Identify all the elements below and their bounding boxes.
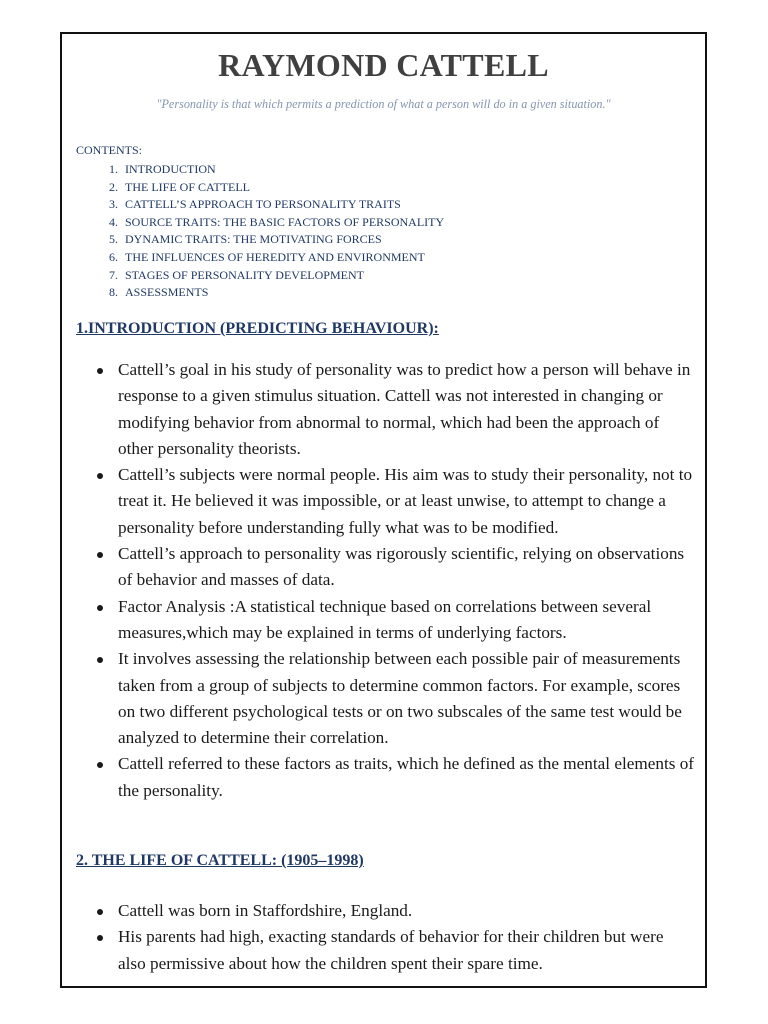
bullet-text: His parents had high, exacting standards of behavior for their children but were also permissive about how the children spent their spare time. (118, 927, 664, 973)
introduction-bullet-list (62, 357, 705, 804)
contents-item-number: 4. (109, 214, 118, 229)
bullet-text: Factor Analysis :A statistical technique based on correlations between several measures,which may be explained in terms of underlying factors. (118, 596, 652, 642)
bullet-text: Cattell’s approach to personality was rigorously scientific, relying on observations of behavior and masses of data. (118, 544, 685, 590)
contents-item-introduction (76, 161, 444, 179)
list-item (62, 751, 705, 804)
bullet-icon (97, 473, 103, 479)
contents-item-dynamic-traits (76, 231, 444, 249)
contents-item-label: ASSESSMENTS (125, 285, 209, 300)
contents-item-label: DYNAMIC TRAITS: THE MOTIVATING FORCES (125, 232, 382, 247)
contents-item-label: CATTELL’S APPROACH TO PERSONALITY TRAITS (125, 197, 401, 212)
contents-item-stages (76, 267, 444, 285)
list-item (62, 924, 705, 977)
contents-item-number: 3. (109, 197, 118, 212)
contents-item-number: 5. (109, 232, 118, 247)
contents-item-label: STAGES OF PERSONALITY DEVELOPMENT (125, 267, 364, 282)
contents-item-label: SOURCE TRAITS: THE BASIC FACTORS OF PERSONALITY (125, 214, 445, 229)
bullet-icon (97, 657, 103, 663)
document-title: RAYMOND CATTELL (218, 47, 549, 83)
list-item (62, 357, 705, 462)
epigraph-quote: "Personality is that which permits a prediction of what a person will do in a given situation." (156, 97, 611, 111)
contents-item-number: 1. (109, 162, 118, 176)
contents-item-life (76, 179, 444, 197)
contents-item-assessments (76, 284, 444, 302)
contents-item-approach (76, 196, 444, 214)
contents-item-label: THE INFLUENCES OF HEREDITY AND ENVIRONMENT (125, 249, 425, 264)
contents-item-source-traits (76, 214, 444, 232)
contents-item-label: THE LIFE OF CATTELL (125, 179, 250, 194)
contents-item-number: 7. (109, 267, 118, 282)
bullet-icon (97, 909, 103, 915)
bullet-icon (97, 935, 103, 941)
contents-item-number: 2. (109, 179, 118, 194)
bullet-icon (97, 552, 103, 558)
bullet-text: Cattell’s goal in his study of personality was to predict how a person will behave in response to a given stimulus situation. Cattell was not interested in changing or modifying behavior from abnormal to normal, which had been the approach of other personality theorists. (118, 360, 691, 458)
contents-heading: CONTENTS: (76, 143, 142, 157)
list-item (62, 898, 705, 924)
bullet-text: Cattell’s subjects were normal people. His aim was to study their personality, not to treat it. He believed it was impossible, or at least unwise, to attempt to change a personality before understanding fully what was to be modified. (118, 465, 693, 537)
bullet-text: It involves assessing the relationship between each possible pair of measurements taken from a group of subjects to determine common factors. For example, scores on two different psychological tests or on two subscales of the same test would be analyzed to determine their correlation. (118, 649, 682, 748)
section-heading-introduction: 1.INTRODUCTION (PREDICTING BEHAVIOUR): (76, 320, 439, 337)
bullet-text: Cattell referred to these factors as traits, which he defined as the mental elements of the personality. (118, 754, 695, 800)
list-item (62, 594, 705, 647)
bullet-icon (97, 368, 103, 374)
list-item (62, 646, 705, 751)
contents-item-number: 8. (109, 285, 118, 300)
bullet-icon (97, 762, 103, 768)
contents-item-number: 6. (109, 249, 118, 264)
contents-item-heredity (76, 249, 444, 267)
bullet-text: Cattell was born in Staffordshire, England. (118, 901, 413, 920)
document-page (60, 32, 707, 988)
contents-item-label: INTRODUCTION (125, 162, 216, 176)
life-bullet-list (62, 898, 705, 977)
list-item (62, 462, 705, 541)
bullet-icon (97, 605, 103, 611)
contents-list (76, 161, 444, 302)
list-item (62, 541, 705, 594)
section-heading-life: 2. THE LIFE OF CATTELL: (1905–1998) (76, 852, 364, 869)
